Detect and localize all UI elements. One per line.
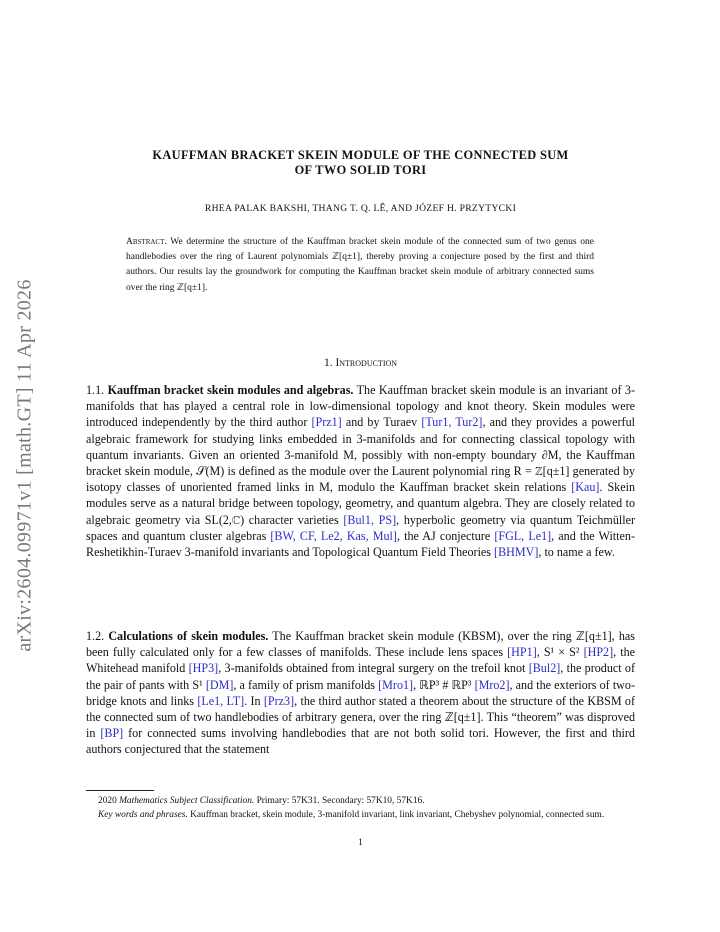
abstract <box>126 235 594 296</box>
body-text: , the Whitehead manifold <box>86 645 635 676</box>
body-text: , and the exteriors of two-bridge knots and links <box>86 677 635 708</box>
abstract-text: We determine the structure of the Kauffman bracket skein module of the connected sum of two genus one handlebodies over the ring of Laurent polynomials ℤ[q±1], thereby proving a conjecture posed by the first and third authors. Our results lay the groundwork for computing the Kauffman bracket skein module of arbitrary connected sums over the ring ℤ[q±1]. <box>126 237 594 293</box>
body-text: , the product of the pair of pants with S¹ <box>86 661 635 692</box>
subsection-heading: Calculations of skein modules. <box>108 629 269 643</box>
citation-link[interactable]: [Prz3] <box>263 693 295 708</box>
paragraph-1-2 <box>86 628 635 758</box>
page-number: 1 <box>358 838 363 848</box>
citation-link[interactable]: [BHMV] <box>494 545 539 560</box>
citation-link[interactable]: [BW, CF, Le2, Kas, Mul] <box>270 528 397 543</box>
section-heading-introduction: 1. Introduction <box>323 357 398 369</box>
citation-link[interactable]: [Kau] <box>571 480 600 495</box>
citation-link[interactable]: [Bul1, PS] <box>343 512 397 527</box>
title-line-1: KAUFFMAN BRACKET SKEIN MODULE OF THE CONNECTED SUM <box>152 148 569 162</box>
subsection-number: 1.2. <box>86 629 105 643</box>
subsection-heading: Kauffman bracket skein modules and algebras. <box>107 383 354 397</box>
arxiv-identifier: arXiv:2604.09971v1 [math.GT] 11 Apr 2026 <box>13 278 36 652</box>
footnote-msc <box>86 794 635 808</box>
citation-link[interactable]: [Tur1, Tur2] <box>421 415 483 430</box>
citation-link[interactable]: [Prz1] <box>311 415 342 430</box>
citation-link[interactable]: [Bul2] <box>528 661 561 676</box>
citation-link[interactable]: [HP3] <box>188 661 219 676</box>
footnote-keywords <box>86 808 635 822</box>
author-list: RHEA PALAK BAKSHI, THANG T. Q. LÊ, AND JÓZEF H. PRZYTYCKI <box>204 203 517 214</box>
msc-codes: Primary: 57K31. Secondary: 57K10, 57K16. <box>256 796 425 806</box>
msc-year: 2020 <box>98 796 117 806</box>
body-text: The Kauffman bracket skein module is an invariant of 3-manifolds that has played a central role in low-dimensional topology and knot theory. Skein modules were introduced independently by the third author <box>86 383 635 430</box>
body-text: , the third author stated a theorem about the structure of the KBSM of the connected sum of two handlebodies of arbitrary genera, over the ring ℤ[q±1]. This “theorem” was disproved in <box>86 693 636 741</box>
arxiv-sidebar-stamp <box>4 245 46 685</box>
body-text: The Kauffman bracket skein module (KBSM), over the ring ℤ[q±1], has been fully calculated only for a few classes of manifolds. These include lens spaces <box>86 629 635 660</box>
body-text: for connected sums involving handlebodies that are not both solid tori. However, the first and third authors conjectured that the statement <box>86 726 635 757</box>
body-text: , S¹ × S² <box>536 645 580 660</box>
keywords-text: Kauffman bracket, skein module, 3-manifold invariant, link invariant, Chebyshev polynomial, connected sum. <box>190 810 605 820</box>
citation-link[interactable]: [Le1, LT] <box>197 693 245 708</box>
citation-link[interactable]: [HP2] <box>583 645 614 660</box>
body-text: , to name a few. <box>538 545 615 560</box>
keywords-label: Key words and phrases. <box>98 810 188 820</box>
body-text: and by Turaev <box>345 415 418 430</box>
body-text: , ℝP³ # ℝP³ <box>413 677 472 692</box>
citation-link[interactable]: [Mro2] <box>474 677 510 692</box>
footnote-rule <box>86 790 154 791</box>
title-line-2: OF TWO SOLID TORI <box>294 163 427 177</box>
citation-link[interactable]: [FGL, Le1] <box>494 528 552 543</box>
msc-label: Mathematics Subject Classification. <box>119 796 255 806</box>
citation-link[interactable]: [BP] <box>100 726 124 741</box>
body-text: , hyperbolic geometry via quantum Teichmüller spaces and quantum cluster algebras <box>86 512 635 543</box>
abstract-label: Abstract. <box>126 237 167 247</box>
footnotes <box>86 794 635 822</box>
body-text: . In <box>244 693 261 708</box>
citation-link[interactable]: [HP1] <box>507 645 537 660</box>
body-text: , and the Witten-Reshetikhin-Turaev 3-manifold invariants and Topological Quantum Field Theories <box>86 528 635 560</box>
body-text: . Skein modules serve as a natural bridge between topology, geometry, and quantum algebra. They are closely related to algebraic geometry via SL(2,ℂ) character varieties <box>86 480 635 527</box>
paper-title <box>86 148 635 178</box>
subsection-number: 1.1. <box>86 383 105 397</box>
body-text: , the AJ conjecture <box>396 528 491 543</box>
body-text: , 3-manifolds obtained from integral surgery on the trefoil knot <box>218 661 526 676</box>
citation-link[interactable]: [Mro1] <box>378 677 414 692</box>
citation-link[interactable]: [DM] <box>205 677 234 692</box>
body-text: , and they provides a powerful algebraic framework for studying links embedded in 3-manifolds and for connecting classical topology with quantum invariants. Given an oriented 3-manifold M, possibly with non-empty boundary ∂M, the Kauffman bracket skein module, 𝒮(M) is defined as the module over the Laurent polynomial ring R = ℤ[q±1] generated by isotopy classes of unoriented framed links in M, modulo the Kauffman bracket skein relations <box>86 415 635 495</box>
paragraph-1-1 <box>86 382 635 560</box>
body-text: , a family of prism manifolds <box>233 677 376 692</box>
